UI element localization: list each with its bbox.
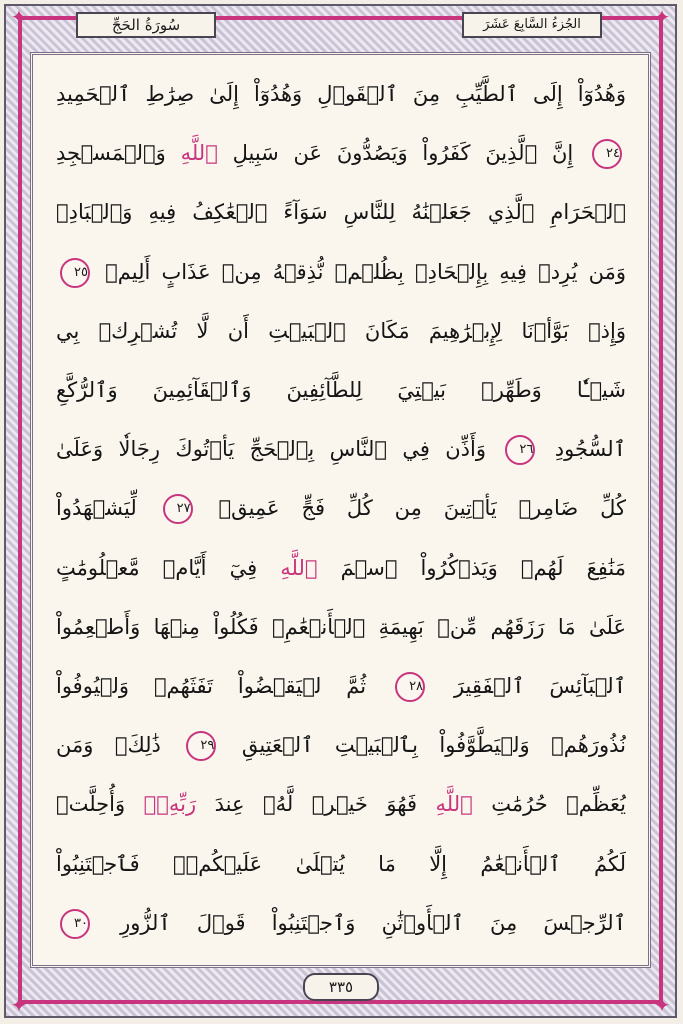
ayah-number-marker: ٢٧ bbox=[163, 494, 193, 524]
ayah-number-marker: ٣٠ bbox=[60, 909, 90, 939]
corner-ornament-icon: ✦ bbox=[10, 993, 28, 1017]
verse-line bbox=[56, 188, 626, 236]
verse-line bbox=[56, 484, 626, 532]
divine-name: ٱللَّهِ bbox=[435, 792, 473, 817]
verse-line bbox=[56, 840, 626, 888]
divine-name: رَبِّهِۦۗ bbox=[143, 792, 197, 817]
verse-text: شَيۡـٔٗا وَطَهِّرۡ بَيۡتِيَ لِلطَّآئِفِينَ وَٱلۡقَآئِمِينَ وَٱلرُّكَّعِ bbox=[56, 378, 626, 402]
verse-text: وَهُدُوٓاْ إِلَى ٱلطَّيِّبِ مِنَ ٱلۡقَوۡلِ وَهُدُوٓاْ إِلَىٰ صِرَٰطِ ٱلۡحَمِيدِ bbox=[56, 82, 626, 106]
verse-text: عَلَىٰ مَا رَزَقَهُم مِّنۢ بَهِيمَةِ ٱلۡأَنۡعَٰمِۖ فَكُلُواْ مِنۡهَا وَأَطۡعِمُواْ bbox=[56, 614, 626, 639]
verse-text: ذَٰلِكَۖ وَمَن bbox=[56, 733, 161, 758]
verse-text: نُذُورَهُمۡ وَلۡيَطَّوَّفُواْ بِٱلۡبَيۡتِ ٱلۡعَتِيقِ bbox=[241, 733, 626, 758]
verse-text: إِنَّ ٱلَّذِينَ كَفَرُواْ وَيَصُدُّونَ عَن سَبِيلِ bbox=[232, 141, 574, 166]
verse-text: ثُمَّ لۡيَقۡضُواْ تَفَثَهُمۡ وَلۡيُوفُواْ bbox=[56, 674, 367, 698]
juz-label: الجُزءُ السَّابِعَ عَشَرَ bbox=[462, 12, 602, 38]
verse-text: مَنَٰفِعَ لَهُمۡ وَيَذۡكُرُواْ ٱسۡمَ bbox=[340, 555, 626, 580]
verse-text: فِيٓ أَيَّامٖ مَّعۡلُومَٰتٍ bbox=[56, 555, 258, 580]
verse-text: وَأَذِّن فِي ٱلنَّاسِ بِٱلۡحَجِّ يَأۡتُوكَ رِجَالٗا وَعَلَىٰ bbox=[56, 437, 486, 462]
ayah-number-marker: ٢٩ bbox=[186, 731, 216, 761]
ayah-number-marker: ٢٨ bbox=[395, 672, 425, 702]
verse-text: وَٱلۡمَسۡجِدِ bbox=[56, 141, 166, 166]
divine-name: ٱللَّهِ bbox=[280, 555, 318, 580]
verse-text: لَكُمُ ٱلۡأَنۡعَٰمُ إِلَّا مَا يُتۡلَىٰ عَلَيۡكُمۡۖ فَٱجۡتَنِبُواْ bbox=[56, 851, 626, 876]
verse-line bbox=[56, 307, 626, 355]
verse-line bbox=[56, 721, 626, 769]
verse-line bbox=[56, 366, 626, 414]
ayah-number-marker: ٢٥ bbox=[60, 258, 90, 288]
verse-line bbox=[56, 899, 626, 947]
verse-line bbox=[56, 544, 626, 592]
page-number: ٣٣٥ bbox=[303, 973, 379, 1001]
verse-text: ٱلۡحَرَامِ ٱلَّذِي جَعَلۡنَٰهُ لِلنَّاسِ سَوَآءً ٱلۡعَٰكِفُ فِيهِ وَٱلۡبَادِۚ bbox=[56, 200, 626, 225]
corner-ornament-icon: ✦ bbox=[653, 993, 671, 1017]
verse-text: ٱلرِّجۡسَ مِنَ ٱلۡأَوۡثَٰنِ وَٱجۡتَنِبُواْ قَوۡلَ ٱلزُّورِ bbox=[120, 910, 626, 935]
verse-line bbox=[56, 780, 626, 828]
verse-text: وَأُحِلَّتۡ bbox=[56, 792, 126, 817]
surah-name-label: سُورَةُ الحَجِّ bbox=[76, 12, 216, 38]
verse-text: ٱلۡبَآئِسَ ٱلۡفَقِيرَ bbox=[453, 674, 626, 698]
verse-text: كُلِّ ضَامِرٖ يَأۡتِينَ مِن كُلِّ فَجٍّ عَمِيقٖ bbox=[218, 496, 626, 521]
verse-line bbox=[56, 129, 626, 177]
verse-lines bbox=[56, 70, 626, 960]
verse-line bbox=[56, 603, 626, 651]
verse-text: يُعَظِّمۡ حُرُمَٰتِ bbox=[491, 792, 626, 817]
verse-line bbox=[56, 70, 626, 118]
divine-name: ٱللَّهِ bbox=[180, 141, 218, 166]
verse-line bbox=[56, 662, 626, 710]
verse-line bbox=[56, 248, 626, 296]
verse-text: لِّيَشۡهَدُواْ bbox=[56, 496, 137, 521]
verse-text: ٱلسُّجُودِ bbox=[554, 437, 626, 462]
verse-text: وَإِذۡ بَوَّأۡنَا لِإِبۡرَٰهِيمَ مَكَانَ ٱلۡبَيۡتِ أَن لَّا تُشۡرِكۡ بِي bbox=[56, 318, 626, 343]
verse-line bbox=[56, 425, 626, 473]
ayah-number-marker: ٢٦ bbox=[505, 435, 535, 465]
verse-text: وَمَن يُرِدۡ فِيهِ بِإِلۡحَادِۭ بِظُلۡمٖ نُّذِقۡهُ مِنۡ عَذَابٍ أَلِيمٖ bbox=[105, 259, 626, 284]
corner-ornament-icon: ✦ bbox=[10, 5, 28, 29]
ayah-number-marker: ٢٤ bbox=[592, 139, 622, 169]
corner-ornament-icon: ✦ bbox=[653, 5, 671, 29]
verse-text: فَهُوَ خَيۡرٞ لَّهُۥ عِندَ bbox=[214, 792, 417, 817]
